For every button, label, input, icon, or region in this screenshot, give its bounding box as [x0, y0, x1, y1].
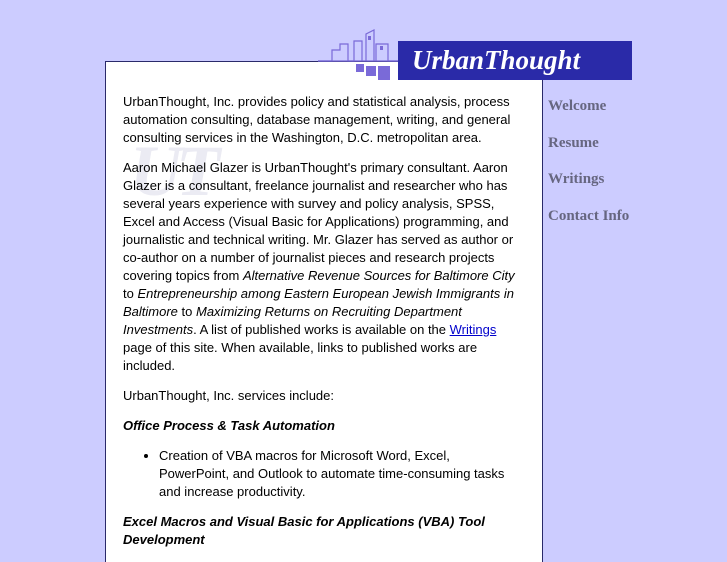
services-list — [123, 447, 523, 501]
work-title: Entrepreneurship among Eastern European Jewish Immigrants in Baltimore — [123, 286, 514, 319]
writings-link[interactable]: Writings — [449, 322, 497, 337]
bio-paragraph — [123, 159, 523, 375]
bio-text: Aaron Michael Glazer is UrbanThought's primary consultant. Aaron Glazer is a consultant, freelance journalist and researcher who has several years experience with survey and policy analysis, SPSS, Excel and Access (Visual Basic for Applications) programming, and journalistic and technical writing. Mr. Glazer has served as author or co-author on a number of journalist pieces and research projects covering topics from — [123, 160, 514, 283]
section-heading: Excel Macros and Visual Basic for Applications (VBA) Tool Development — [123, 514, 485, 547]
bio-text: to — [123, 286, 138, 301]
work-title: Maximizing Returns on Recruiting Department Investments — [123, 304, 462, 337]
nav-item-contact-info[interactable]: Contact Info — [548, 207, 630, 224]
nav-item-welcome[interactable]: Welcome — [548, 98, 607, 114]
nav-item-resume[interactable]: Resume — [548, 134, 599, 151]
site-title[interactable]: UrbanThought — [412, 45, 581, 75]
intro-paragraph: UrbanThought, Inc. provides policy and statistical analysis, process automation consulting, database management, writing, and general consulting services in the Washington, D.C. metropolitan area. — [123, 94, 511, 145]
work-title: Alternative Revenue Sources for Baltimore City — [242, 268, 515, 283]
skyline-logo-icon — [318, 28, 400, 82]
section-heading: Office Process & Task Automation — [123, 418, 335, 433]
watermark-logo: UT — [130, 131, 214, 211]
bio-text: page of this site. When available, links to published works are included. — [123, 340, 478, 373]
services-intro: UrbanThought, Inc. services include: — [123, 388, 334, 403]
main-content — [123, 93, 523, 561]
bio-text: . A list of published works is available on the — [193, 322, 450, 337]
bio-text: to — [177, 304, 196, 319]
nav-item-writings[interactable]: Writings — [548, 171, 605, 187]
list-item: • Creation of VBA macros for Microsoft Word, Excel, PowerPoint, and Outlook to automate time-consuming tasks and increase productivity. — [159, 447, 523, 501]
nav-menu — [548, 98, 629, 244]
